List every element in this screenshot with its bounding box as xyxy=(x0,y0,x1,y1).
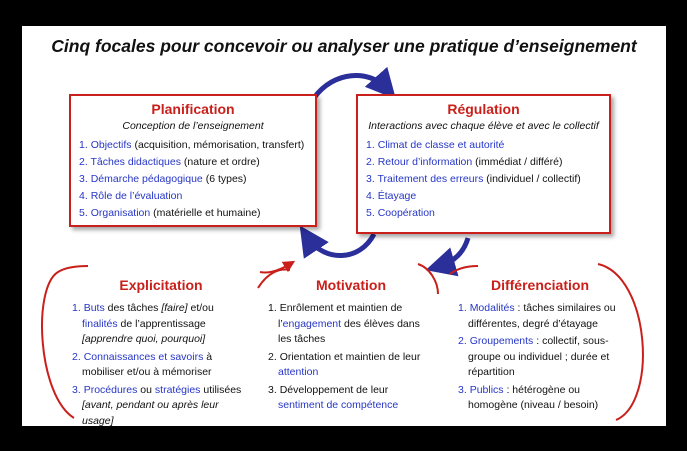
item-italic: [apprendre quoi, pourquoi] xyxy=(82,333,206,345)
list-item xyxy=(72,383,250,427)
item-number: 4. xyxy=(366,190,375,202)
planification-heading: Planification xyxy=(151,101,235,117)
item-term: Traitement des erreurs xyxy=(377,173,484,185)
item-term: engagement xyxy=(282,317,342,330)
item-number: 1. xyxy=(458,302,467,314)
item-number: 3. xyxy=(79,173,88,185)
item-number: 3. xyxy=(366,173,375,185)
motivation-section xyxy=(258,270,440,420)
item-text: utilisées xyxy=(200,383,242,396)
list-item xyxy=(268,383,434,414)
list-item xyxy=(72,301,250,348)
item-detail: (matérielle et humaine) xyxy=(150,207,261,219)
differenciation-list xyxy=(458,301,622,414)
item-term: Publics xyxy=(469,383,504,396)
differenciation-section xyxy=(440,270,628,420)
item-term: attention xyxy=(278,366,319,378)
regulation-heading: Régulation xyxy=(447,101,520,117)
item-term: Climat de classe et autorité xyxy=(377,139,505,151)
explicitation-list xyxy=(72,301,250,426)
item-number: 3. xyxy=(268,383,277,396)
item-number: 2. xyxy=(268,350,277,363)
item-term: Organisation xyxy=(90,207,151,219)
list-item xyxy=(458,383,622,414)
motivation-heading: Motivation xyxy=(316,277,386,293)
diagram-canvas xyxy=(22,26,666,426)
item-text: ou xyxy=(137,383,155,396)
list-item xyxy=(79,155,307,171)
differenciation-heading: Différenciation xyxy=(490,277,589,293)
item-number: 5. xyxy=(79,207,88,219)
item-number: 4. xyxy=(79,190,88,202)
item-number: 5. xyxy=(366,207,375,219)
list-item xyxy=(79,138,307,154)
item-text: Développement de leur xyxy=(279,383,389,396)
list-item xyxy=(458,301,622,332)
item-term: Rôle de l’évaluation xyxy=(90,190,183,202)
item-text: des élèves dans les tâches xyxy=(278,317,420,345)
regulation-box xyxy=(356,94,611,234)
item-number: 2. xyxy=(79,156,88,168)
item-text: : collectif, sous-groupe ou individuel ; durée et répartition xyxy=(468,335,610,378)
item-number: 2. xyxy=(458,335,467,347)
list-item xyxy=(366,155,601,171)
item-detail: (6 types) xyxy=(202,173,247,185)
planification-box xyxy=(69,94,317,227)
planification-subtitle: Conception de l’enseignement xyxy=(122,120,264,132)
list-item xyxy=(366,172,601,188)
item-number: 1. xyxy=(268,302,277,314)
item-term: Étayage xyxy=(377,190,417,202)
item-number: 2. xyxy=(366,156,375,168)
item-term: Coopération xyxy=(377,207,435,219)
item-detail: (acquisition, mémorisation, transfert) xyxy=(131,139,305,151)
item-detail: (nature et ordre) xyxy=(180,156,260,168)
item-term: sentiment de compétence xyxy=(278,399,399,411)
item-text: de l’apprentissage xyxy=(117,317,206,330)
list-item xyxy=(366,138,601,154)
item-italic: [avant, pendant ou après leur usage] xyxy=(82,399,219,426)
item-detail: (individuel / collectif) xyxy=(483,173,581,185)
item-text: Orientation et maintien de leur xyxy=(279,350,421,363)
item-number: 1. xyxy=(72,302,81,314)
explicitation-section xyxy=(44,270,258,426)
item-term: Buts xyxy=(83,302,105,314)
item-term: finalités xyxy=(82,317,118,330)
item-number: 1. xyxy=(79,139,88,151)
item-text: et/ou xyxy=(187,302,214,314)
item-term: Connaissances et savoirs xyxy=(83,350,204,363)
item-term: Procédures xyxy=(83,383,138,396)
item-italic: [faire] xyxy=(161,302,188,314)
item-term: stratégies xyxy=(154,383,201,396)
item-term: Modalités xyxy=(469,302,515,314)
item-text: des tâches xyxy=(104,302,162,314)
regulation-subtitle: Interactions avec chaque élève et avec le collectif xyxy=(368,120,599,132)
page-title: Cinq focales pour concevoir ou analyser une pratique d’enseignement xyxy=(51,36,637,56)
item-number: 1. xyxy=(366,139,375,151)
item-number: 2. xyxy=(72,350,81,363)
item-text: : tâches similaires ou différentes, degré d’étayage xyxy=(468,302,616,330)
arrow-reg-to-plan xyxy=(308,234,374,256)
item-term: Groupements xyxy=(469,335,534,347)
list-item xyxy=(366,189,601,205)
list-item xyxy=(79,172,307,188)
item-term: Tâches didactiques xyxy=(90,156,181,168)
motivation-list xyxy=(268,301,434,414)
item-term: Objectifs xyxy=(90,139,132,151)
list-item xyxy=(79,206,307,222)
item-number: 3. xyxy=(458,383,467,396)
list-item xyxy=(72,350,250,381)
item-term: Retour d’information xyxy=(377,156,473,168)
list-item xyxy=(268,301,434,348)
list-item xyxy=(268,350,434,381)
regulation-list xyxy=(366,138,601,222)
list-item xyxy=(79,189,307,205)
item-text: à mobiliser et/ou à mémoriser xyxy=(82,350,213,378)
item-text: : hétérogène ou homogène (niveau / besoin) xyxy=(468,383,599,411)
list-item xyxy=(458,334,622,381)
arrow-reg-to-diff xyxy=(440,238,468,266)
list-item xyxy=(366,206,601,222)
item-number: 3. xyxy=(72,383,81,396)
item-text: Enrôlement et maintien de l’ xyxy=(278,302,403,330)
item-detail: (immédiat / différé) xyxy=(472,156,563,168)
item-term: Démarche pédagogique xyxy=(90,173,203,185)
explicitation-heading: Explicitation xyxy=(119,277,203,293)
planification-list xyxy=(79,138,307,222)
